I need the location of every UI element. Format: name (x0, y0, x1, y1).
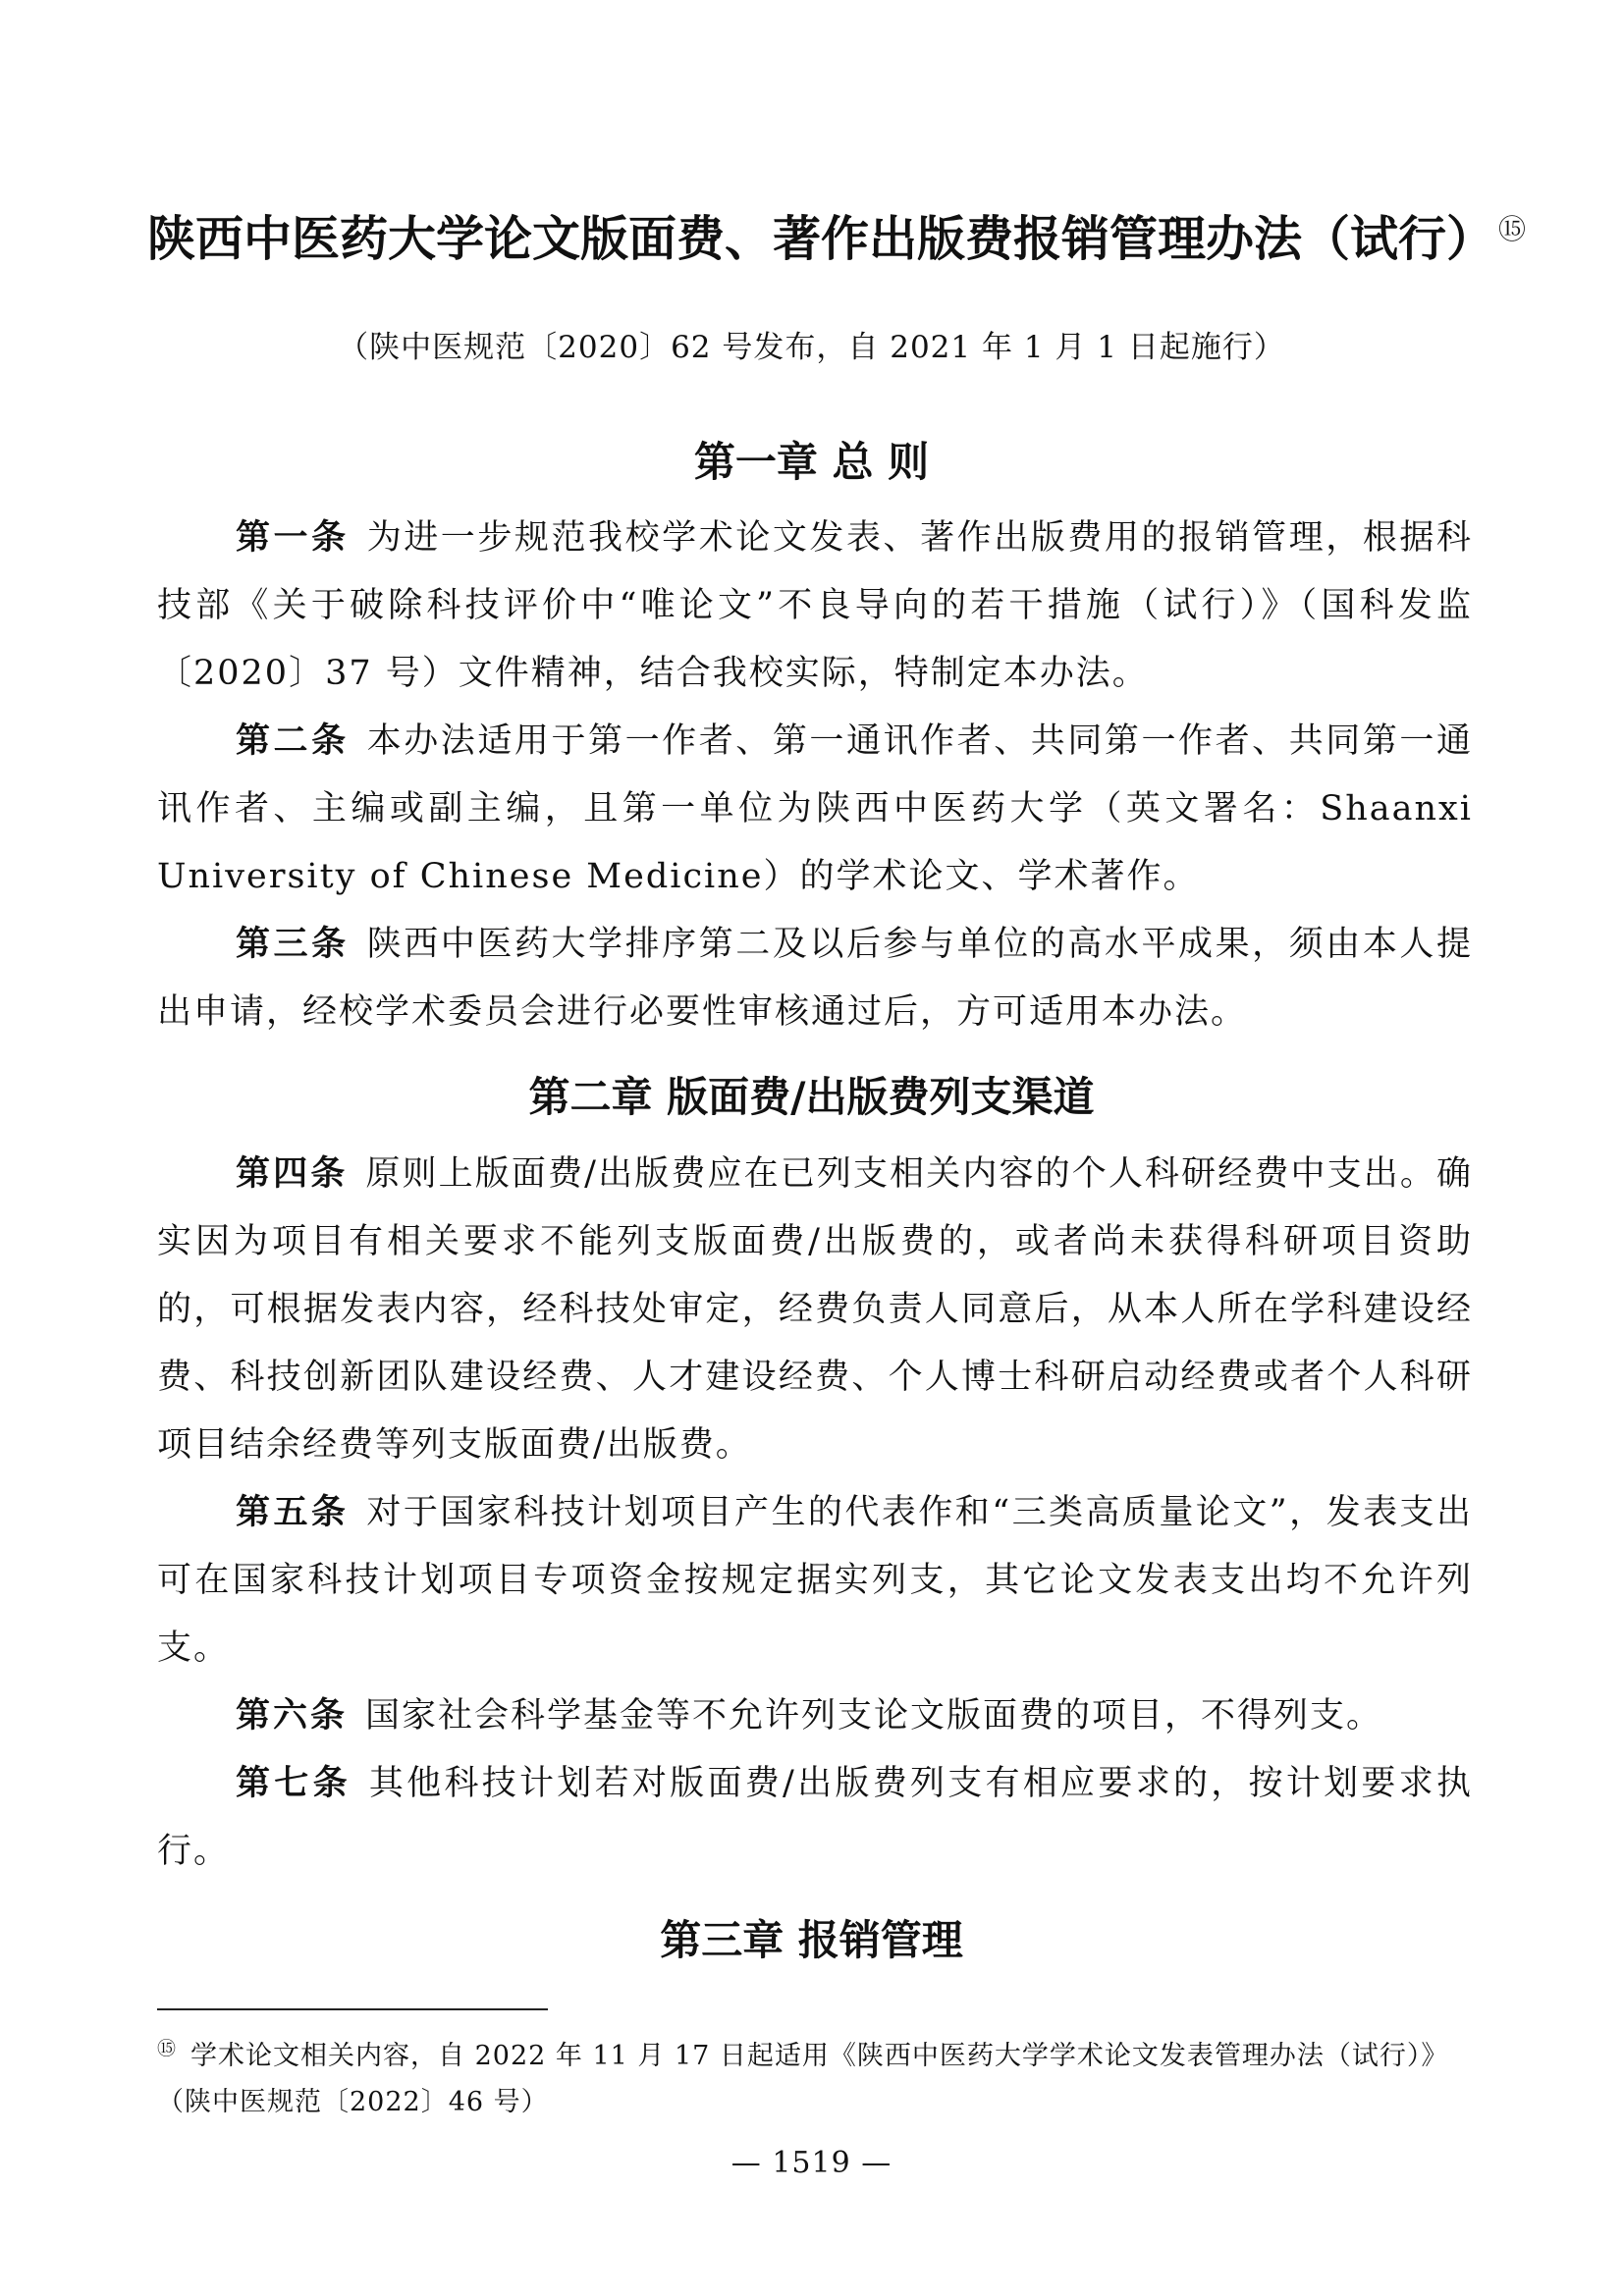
article-4 (157, 1141, 1473, 1479)
article-label: 第五条 (236, 1493, 350, 1532)
footnote-divider (157, 2008, 548, 2010)
article-label: 第三条 (236, 925, 350, 964)
title-text: 陕西中医药大学论文版面费、著作出版费报销管理办法（试行） (147, 211, 1495, 267)
article-text: 对于国家科技计划项目产生的代表作和“三类高质量论文”，发表支出可在国家科技计划项目专项资金按规定据实列支，其它论文发表支出均不允许列支。 (157, 1493, 1473, 1668)
article-6 (157, 1682, 1473, 1750)
chapter-heading-2: 第二章 版面费/出版费列支渠道 (528, 1073, 1095, 1121)
article-1 (157, 505, 1473, 708)
footnote-text: 学术论文相关内容，自 2022 年 11 月 17 日起适用《陕西中医药大学学术论文发表管理办法（试行）》（陕中医规范〔2022〕46 号） (157, 2041, 1449, 2117)
article-text: 国家社会科学基金等不允许列支论文版面费的项目，不得列支。 (365, 1696, 1383, 1735)
article-label: 第六条 (236, 1696, 349, 1735)
article-label: 第二条 (236, 721, 350, 761)
article-label: 第一条 (236, 518, 350, 558)
chapter-heading-3: 第三章 报销管理 (660, 1916, 963, 1964)
issuance-note: （陕中医规范〔2020〕62 号发布，自 2021 年 1 月 1 日起施行） (338, 330, 1285, 365)
article-text: 原则上版面费/出版费应在已列支相关内容的个人科研经费中支出。确实因为项目有相关要求不能列支版面费/出版费的，或者尚未获得科研项目资助的，可根据发表内容，经科技处审定，经费负责人同意后，从本人所在学科建设经费、科技创新团队建设经费、人才建设经费、个人博士科研启动经费或者个人科研项目结余经费等列支版面费/出版费。 (157, 1154, 1473, 1465)
article-text: 陕西中医药大学排序第二及以后参与单位的高水平成果，须由本人提出申请，经校学术委员会进行必要性审核通过后，方可适用本办法。 (157, 925, 1473, 1032)
document-title (147, 201, 1527, 270)
article-2 (157, 708, 1473, 911)
footnote-mark: ⑮ (157, 2038, 178, 2059)
article-7 (157, 1750, 1473, 1886)
footnote (157, 2026, 1473, 2125)
article-label: 第七条 (236, 1764, 352, 1803)
article-text: 为进一步规范我校学术论文发表、著作出版费用的报销管理，根据科技部《关于破除科技评价中“唯论文”不良导向的若干措施（试行）》（国科发监〔2020〕37 号）文件精神，结合我校实际，特制定本办法。 (157, 518, 1473, 693)
article-5 (157, 1479, 1473, 1682)
page-number: — 1519 — (730, 2146, 893, 2180)
article-text: 其他科技计划若对版面费/出版费列支有相应要求的，按计划要求执行。 (157, 1764, 1473, 1871)
article-text: 本办法适用于第一作者、第一通讯作者、共同第一作者、共同第一通讯作者、主编或副主编，且第一单位为陕西中医药大学（英文署名：Shaanxi University of Chinese Medicine）的学术论文、学术著作。 (157, 721, 1473, 896)
chapter-heading-1: 第一章 总 则 (693, 438, 930, 486)
article-3 (157, 911, 1473, 1046)
footnote-reference-mark: ⑮ (1498, 212, 1527, 245)
article-label: 第四条 (236, 1154, 349, 1194)
